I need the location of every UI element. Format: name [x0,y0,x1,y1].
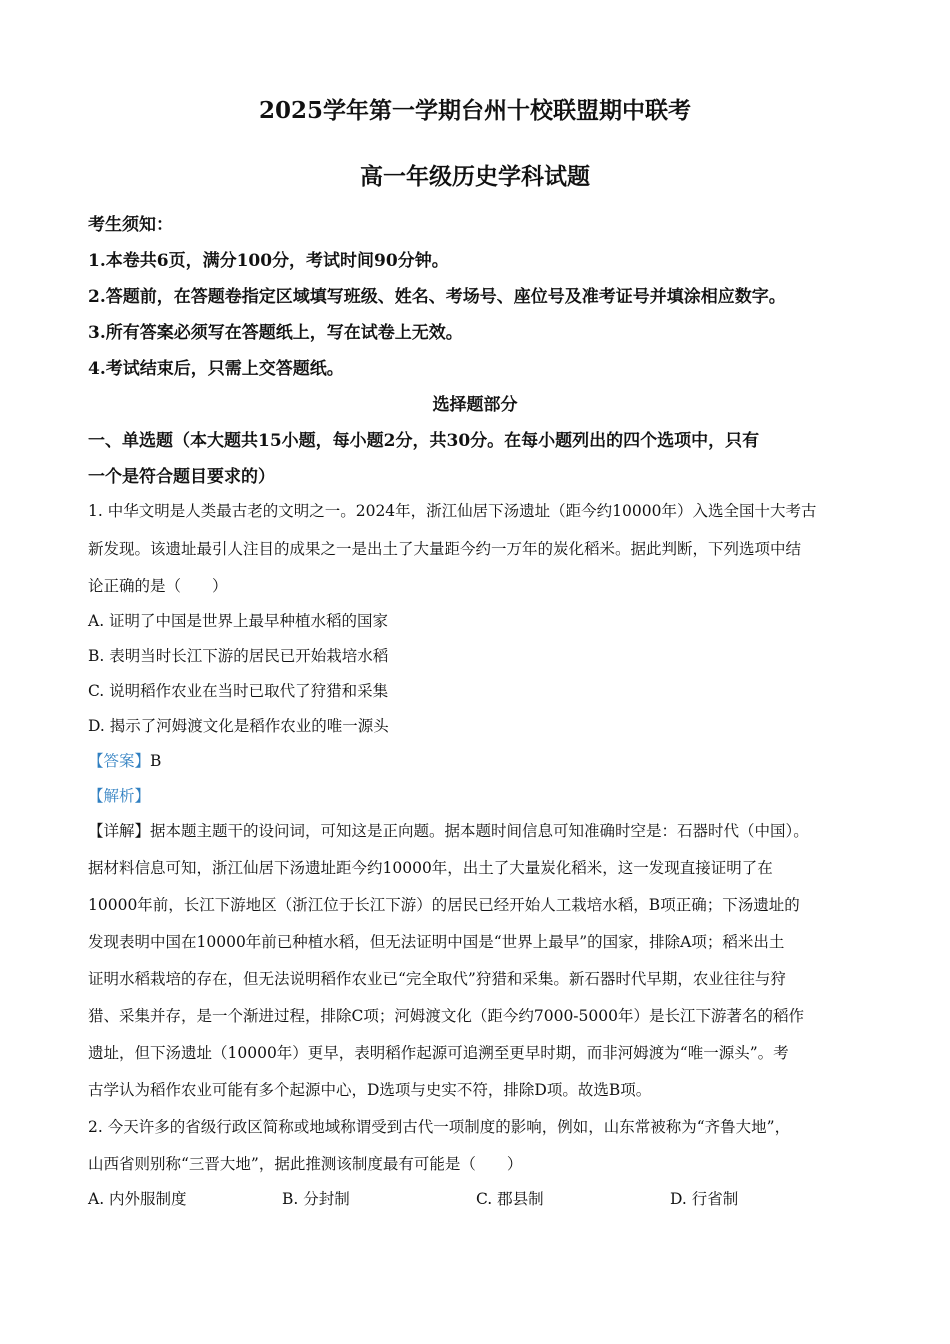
q1-detail: 证明水稻栽培的存在，但无法说明稻作农业已“完全取代”狩猎和采集。新石器时代早期，农业往往与狩 [88,970,786,988]
section-title: 选择题部分 [432,395,518,415]
q1-option-a: A. 证明了中国是世界上最早种植水稻的国家 [88,612,389,630]
q2-option-a: A. 内外服制度 [88,1190,187,1208]
page-title: 2025学年第一学期台州十校联盟期中联考 [258,97,691,124]
q2-option-d: D. 行省制 [670,1190,739,1208]
notice-item: 4.考试结束后，只需上交答题纸。 [88,359,344,379]
q1-detail: 猎、采集并存，是一个渐进过程，排除C项；河姆渡文化（距今约7000-5000年）是长江下游著名的稻作 [88,1007,804,1025]
detail-label: 【详解】 [88,822,151,840]
q1-option-b: B. 表明当时长江下游的居民已开始栽培水稻 [88,647,389,665]
q1-detail: 遗址，但下汤遗址（10000年）更早，表明稻作起源可追溯至更早时期，而非河姆渡为“唯一源头”。考 [88,1044,789,1062]
q2-option-c: C. 郡县制 [476,1190,544,1208]
answer-label: 【答案】 [88,752,151,770]
q1-detail [88,819,809,841]
notice-item: 1.本卷共6页，满分100分，考试时间90分钟。 [88,251,449,271]
q1-option-c: C. 说明稻作农业在当时已取代了狩猎和采集 [88,682,389,700]
q1-option-d: D. 揭示了河姆渡文化是稻作农业的唯一源头 [88,717,389,735]
q2-stem: 2. 今天许多的省级行政区简称或地域称谓受到古代一项制度的影响，例如，山东常被称为“齐鲁大地”， [88,1118,791,1136]
q1-stem: 1. 中华文明是人类最古老的文明之一。2024年，浙江仙居下汤遗址（距今约10000年）入选全国十大考古 [88,502,817,520]
q1-detail: 古学认为稻作农业可能有多个起源中心，D选项与史实不符，排除D项。故选B项。 [88,1081,652,1099]
notice-item: 3.所有答案必须写在答题纸上，写在试卷上无效。 [88,323,463,343]
q1-detail: 10000年前，长江下游地区（浙江位于长江下游）的居民已经开始人工栽培水稻，B项正确；下汤遗址的 [88,896,800,914]
section-instruction: 一个是符合题目要求的） [88,467,275,487]
q1-detail: 发现表明中国在10000年前已种植水稻，但无法证明中国是“世界上最早”的国家，排除A项；稻米出土 [88,933,785,951]
notice-item: 2.答题前，在答题卷指定区域填写班级、姓名、考场号、座位号及准考证号并填涂相应数字。 [88,287,786,307]
page-subtitle: 高一年级历史学科试题 [360,163,590,190]
q1-answer [88,749,161,771]
analysis-label: 【解析】 [88,787,151,805]
detail-text: 据本题主题干的设问词，可知这是正向题。据本题时间信息可知准确时空是：石器时代（中国）。 [150,822,809,840]
q1-detail: 据材料信息可知，浙江仙居下汤遗址距今约10000年，出土了大量炭化稻米，这一发现直接证明了在 [88,859,773,877]
answer-value: B [150,752,162,770]
section-instruction: 一、单选题（本大题共15小题，每小题2分，共30分。在每小题列出的四个选项中，只有 [88,431,760,451]
q1-stem: 新发现。该遗址最引人注目的成果之一是出土了大量距今约一万年的炭化稻米。据此判断，下列选项中结 [88,540,802,558]
q2-option-b: B. 分封制 [282,1190,350,1208]
q2-stem: 山西省则别称“三晋大地”，据此推测该制度最有可能是（ ） [88,1155,523,1173]
notice-heading: 考生须知： [88,215,173,235]
q1-stem: 论正确的是（ ） [88,577,228,595]
